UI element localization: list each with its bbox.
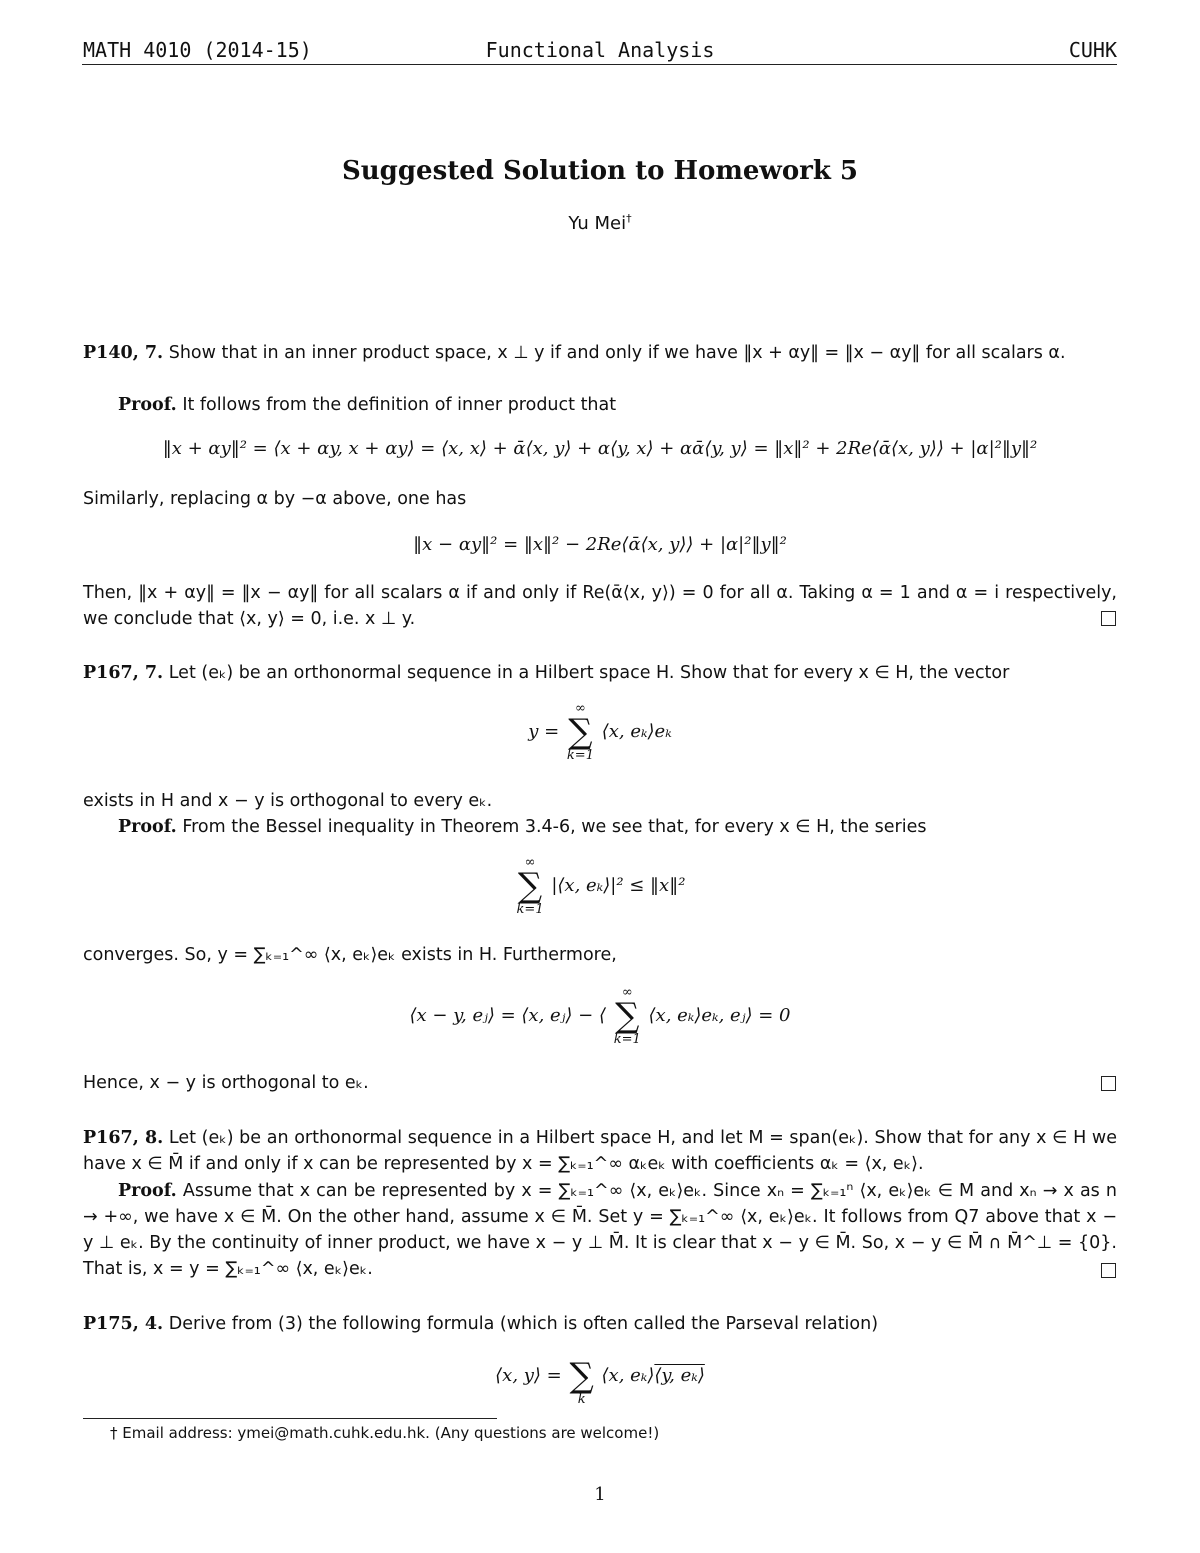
equation-y-series bbox=[0, 702, 1200, 762]
equation-rhs: |⟨x, eₖ⟩|² ≤ ‖x‖² bbox=[551, 875, 686, 896]
proof-text: From the Bessel inequality in Theorem 3.4-6, we see that, for every x ∈ H, the series bbox=[182, 817, 927, 837]
problem-label: P175, 4. bbox=[83, 1314, 164, 1334]
proof-text: Assume that x can be represented by x = ∑ₖ₌₁^∞ ⟨x, eₖ⟩eₖ. Since xₙ = ∑ₖ₌₁ⁿ ⟨x, eₖ⟩eₖ ∈ M and xₙ → x as n → +∞, we have x ∈ M̄. On the other hand, assume x ∈ M̄. Set y = ∑ₖ₌₁^∞ ⟨x, eₖ⟩eₖ. It follows from Q7 above that x − y ⊥ eₖ. By the continuity of inner product, we have x − y ⊥ M̄. It is clear that x − y ∈ M̄. So, x − y ∈ M̄ ∩ M̄^⊥ = {0}. That is, x = y = ∑ₖ₌₁^∞ ⟨x, eₖ⟩eₖ. bbox=[83, 1181, 1117, 1279]
sum-sigma: ∑ bbox=[568, 712, 593, 752]
equation-lhs: ⟨x − y, eⱼ⟩ = ⟨x, eⱼ⟩ − ⟨ bbox=[409, 1005, 607, 1026]
proof-bessel bbox=[83, 814, 1117, 840]
equation-norm-plus: ‖x + αy‖² = ⟨x + αy, x + αy⟩ = ⟨x, x⟩ + ᾱ⟨x, y⟩ + α⟨y, x⟩ + αᾱ⟨y, y⟩ = ‖x‖² + 2Re⟨ᾱ⟨x, y⟩⟩ + |α|²‖y‖² bbox=[162, 438, 1038, 459]
exists-text: exists in H and x − y is orthogonal to every eₖ. bbox=[83, 791, 493, 811]
summation-symbol bbox=[614, 986, 641, 1046]
footnote-rule bbox=[83, 1418, 497, 1419]
equation-bessel bbox=[0, 856, 1200, 916]
hence-text: Hence, x − y is orthogonal to eₖ. bbox=[83, 1073, 369, 1093]
problem-statement: Show that in an inner product space, x ⊥ y if and only if we have ‖x + αy‖ = ‖x − αy‖ for all scalars α. bbox=[168, 343, 1066, 363]
header-left: MATH 4010 (2014-15) bbox=[83, 38, 312, 62]
qed-box bbox=[1101, 611, 1116, 626]
similarly-text: Similarly, replacing α by −α above, one has bbox=[83, 489, 467, 509]
problem-p175-4 bbox=[83, 1311, 1117, 1337]
sum-lower: k=1 bbox=[566, 748, 594, 763]
summation-symbol bbox=[517, 856, 544, 916]
sum-lower: k bbox=[577, 1392, 586, 1407]
author-name: Yu Mei bbox=[568, 213, 627, 234]
sum-lower: k=1 bbox=[613, 1032, 641, 1047]
sum-sigma: ∑ bbox=[615, 996, 640, 1036]
proof-label: Proof. bbox=[118, 1181, 177, 1201]
sum-lower: k=1 bbox=[516, 902, 544, 917]
problem-statement: Let (eₖ) be an orthonormal sequence in a Hilbert space H. Show that for every x ∈ H, the vector bbox=[168, 663, 1010, 683]
summation-symbol bbox=[567, 702, 594, 762]
sum-sigma: ∑ bbox=[517, 866, 543, 906]
equation-rhs-a: ⟨x, eₖ⟩ bbox=[601, 1365, 655, 1386]
qed-box bbox=[1101, 1263, 1116, 1278]
header-center: Functional Analysis bbox=[485, 38, 715, 62]
equation-norm-minus: ‖x − αy‖² = ‖x‖² − 2Re⟨ᾱ⟨x, y⟩⟩ + |α|²‖y‖² bbox=[413, 534, 787, 555]
equation-rhs: ⟨x, eₖ⟩eₖ bbox=[601, 721, 672, 742]
problem-label: P167, 7. bbox=[83, 663, 164, 683]
sum-sigma: ∑ bbox=[569, 1356, 594, 1396]
equation-rhs-b-conjugate: ⟨y, eₖ⟩ bbox=[654, 1365, 705, 1386]
footnote: † Email address: ymei@math.cuhk.edu.hk. (Any questions are welcome!) bbox=[110, 1424, 660, 1442]
conclusion-text: Then, ‖x + αy‖ = ‖x − αy‖ for all scalars α if and only if Re(ᾱ⟨x, y⟩) = 0 for all α. Taking α = 1 and α = i respectively, we conclude that ⟨x, y⟩ = 0, i.e. x ⊥ y. bbox=[83, 583, 1117, 629]
problem-p167-7 bbox=[83, 660, 1117, 686]
equation-orthogonal bbox=[0, 986, 1200, 1046]
sum-upper: ∞ bbox=[524, 855, 536, 870]
problem-statement: Derive from (3) the following formula (which is often called the Parseval relation) bbox=[168, 1314, 879, 1334]
header-rule bbox=[82, 64, 1117, 65]
problem-label: P140, 7. bbox=[83, 343, 164, 363]
qed-box bbox=[1101, 1076, 1116, 1091]
page-number: 1 bbox=[594, 1484, 606, 1505]
page-title: Suggested Solution to Homework 5 bbox=[341, 156, 859, 186]
problem-statement: Let (eₖ) be an orthonormal sequence in a Hilbert space H, and let M = span(eₖ). Show that for any x ∈ H we have x ∈ M̄ if and only if x can be represented by x = ∑ₖ₌₁^∞ αₖeₖ with coefficients αₖ = ⟨x, eₖ⟩. bbox=[83, 1128, 1117, 1174]
equation-parseval bbox=[0, 1346, 1200, 1406]
proof-span bbox=[83, 1178, 1117, 1282]
equation-lhs: ⟨x, y⟩ = bbox=[495, 1365, 562, 1386]
problem-p167-8 bbox=[83, 1125, 1117, 1177]
equation-rhs: ⟨x, eₖ⟩eₖ, eⱼ⟩ = 0 bbox=[648, 1005, 791, 1026]
sum-upper: ∞ bbox=[621, 985, 633, 1000]
proof-label: Proof. bbox=[118, 817, 177, 837]
sum-upper: ∞ bbox=[575, 701, 586, 716]
author bbox=[0, 212, 1200, 234]
converges-text: converges. So, y = ∑ₖ₌₁^∞ ⟨x, eₖ⟩eₖ exists in H. Furthermore, bbox=[83, 945, 617, 965]
summation-symbol bbox=[570, 1346, 594, 1406]
problem-label: P167, 8. bbox=[83, 1128, 164, 1148]
header-right: CUHK bbox=[1068, 38, 1117, 62]
author-footnote-mark: † bbox=[626, 212, 632, 225]
proof-text: It follows from the definition of inner product that bbox=[182, 395, 617, 415]
proof-intro bbox=[83, 392, 1117, 418]
proof-label: Proof. bbox=[118, 395, 177, 415]
problem-p140-7 bbox=[83, 340, 1117, 366]
equation-lhs: y = bbox=[528, 721, 560, 742]
